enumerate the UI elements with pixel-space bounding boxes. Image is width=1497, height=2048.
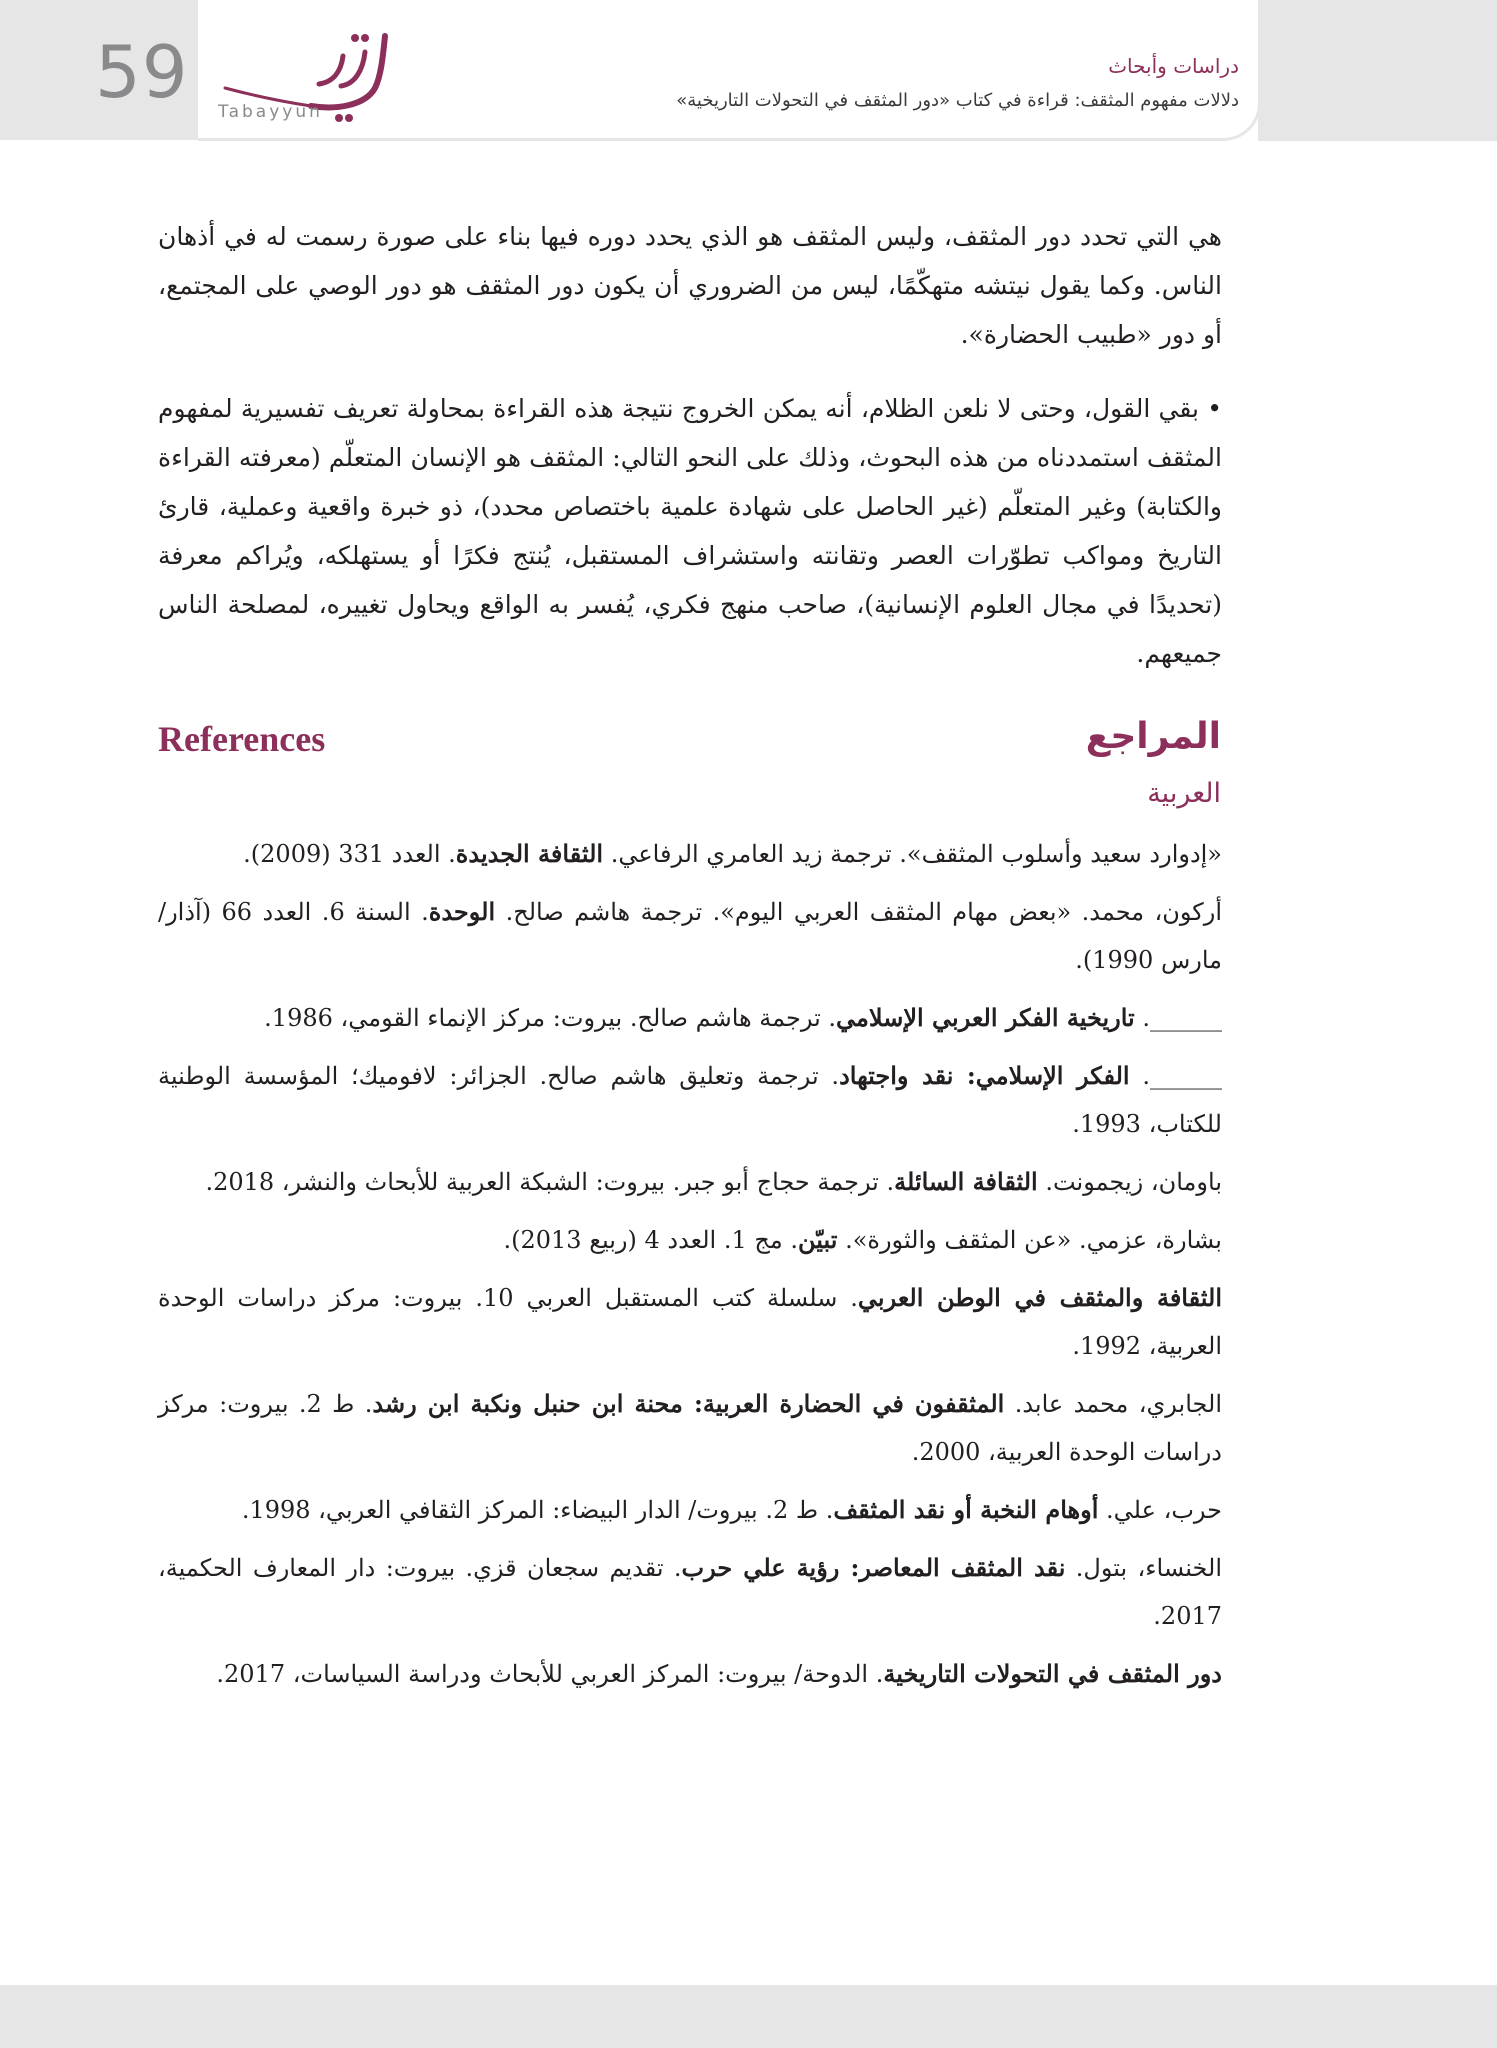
reference-text: . ترجمة هاشم صالح. بيروت: مركز الإنماء القومي، 1986. — [264, 1004, 837, 1032]
paragraph-text: هي التي تحدد دور المثقف، وليس المثقف هو الذي يحدد دوره فيها بناء على صورة رسمت له في أذهان الناس. وكما يقول نيتشه متهكّمًا، ليس من الضروري أن يكون دور المثقف هو دور الوصي على المجتمع، أو دور «طبيب الحضارة». — [158, 222, 1222, 349]
references-list — [158, 830, 1222, 1708]
header-article-title: دلالات مفهوم المثقف: قراءة في كتاب «دور المثقف في التحولات التاريخية» — [676, 90, 1239, 111]
reference-item — [158, 888, 1222, 984]
reference-text: أركون، محمد. «بعض مهام المثقف العربي اليوم». ترجمة هاشم صالح. — [495, 898, 1222, 926]
reference-title: الوحدة — [428, 897, 496, 926]
reference-title: الثقافة الجديدة — [455, 839, 604, 868]
reference-text: . تقديم سجعان قزي. بيروت: دار المعارف الحكمية، 2017. — [158, 1554, 1222, 1630]
reference-text: . ترجمة حجاج أبو جبر. بيروت: الشبكة العربية للأبحاث والنشر، 2018. — [205, 1168, 895, 1196]
reference-item — [158, 1158, 1222, 1206]
reference-item — [158, 994, 1222, 1042]
reference-text: الجابري، محمد عابد. — [1004, 1390, 1223, 1418]
reference-item — [158, 830, 1222, 878]
reference-item — [158, 1650, 1222, 1698]
logo-latin-text: Tabayyun — [218, 102, 323, 122]
body-paragraph-2 — [158, 384, 1222, 678]
reference-item — [158, 1052, 1222, 1148]
reference-text: . العدد 331 (2009). — [243, 840, 456, 868]
reference-title: الفكر الإسلامي: نقد واجتهاد — [839, 1061, 1130, 1090]
page-number: 59 — [95, 30, 189, 114]
references-heading-arabic: المراجع — [1085, 716, 1221, 757]
reference-title: تاريخية الفكر العربي الإسلامي — [836, 1003, 1135, 1032]
reference-title: الثقافة والمثقف في الوطن العربي — [857, 1283, 1222, 1312]
reference-item — [158, 1216, 1222, 1264]
reference-text: حرب، علي. — [1098, 1496, 1222, 1524]
reference-text: . سلسلة كتب المستقبل العربي 10. بيروت: مركز دراسات الوحدة العربية، 1992. — [158, 1284, 1222, 1360]
reference-item — [158, 1380, 1222, 1476]
reference-title: تبيّن — [798, 1225, 838, 1254]
reference-text: . الدوحة/ بيروت: المركز العربي للأبحاث ودراسة السياسات، 2017. — [216, 1660, 884, 1688]
reference-text: «إدوارد سعيد وأسلوب المثقف». ترجمة زيد العامري الرفاعي. — [603, 840, 1222, 868]
reference-title: دور المثقف في التحولات التاريخية — [883, 1659, 1222, 1688]
references-subheading: العربية — [1147, 778, 1221, 809]
reference-text: . ط 2. بيروت: مركز دراسات الوحدة العربية، 2000. — [158, 1390, 1222, 1466]
header-corner-background — [1258, 0, 1497, 141]
reference-item — [158, 1274, 1222, 1370]
reference-title: نقد المثقف المعاصر: رؤية علي حرب — [681, 1553, 1066, 1582]
reference-text: . ط 2. بيروت/ الدار البيضاء: المركز الثقافي العربي، 1998. — [241, 1496, 834, 1524]
reference-item — [158, 1544, 1222, 1640]
reference-text: بشارة، عزمي. «عن المثقف والثورة». — [837, 1226, 1222, 1254]
body-paragraph-1 — [158, 212, 1222, 359]
reference-text: ______. — [1129, 1062, 1222, 1090]
reference-text: . ترجمة وتعليق هاشم صالح. الجزائر: لافوميك؛ المؤسسة الوطنية للكتاب، 1993. — [158, 1062, 1222, 1138]
references-heading-english: References — [158, 719, 326, 759]
reference-title: أوهام النخبة أو نقد المثقف — [833, 1495, 1099, 1524]
header-section-label: دراسات وأبحاث — [1108, 54, 1239, 78]
reference-title: المثقفون في الحضارة العربية: محنة ابن حنبل ونكبة ابن رشد — [372, 1389, 1005, 1418]
reference-text: الخنساء، بتول. — [1065, 1554, 1222, 1582]
reference-item — [158, 1486, 1222, 1534]
reference-text: . مج 1. العدد 4 (ربيع 2013). — [503, 1226, 798, 1254]
reference-text: باومان، زيجمونت. — [1037, 1168, 1222, 1196]
paragraph-text: • بقي القول، وحتى لا نلعن الظلام، أنه يمكن الخروج نتيجة هذه القراءة بمحاولة تعريف تفسيرية لمفهوم المثقف استمددناه من هذه البحوث، وذلك على النحو التالي: المثقف هو الإنسان المتعلّم (معرفته القراءة والكتابة) وغير المتعلّم (غير الحاصل على شهادة علمية باختصاص محدد)، ذو خبرة واقعية وعملية، قارئ التاريخ ومواكب تطوّرات العصر وتقانته واستشراف المستقبل، يُنتج فكرًا أو يستهلكه، ويُراكم معرفة (تحديدًا في مجال العلوم الإنسانية)، صاحب منهج فكري، يُفسر به الواقع ويحاول تغييره، لمصلحة الناس جميعهم. — [158, 394, 1222, 668]
reference-text: . السنة 6. العدد 66 (آذار/ مارس 1990). — [158, 898, 1222, 974]
footer-band — [0, 1985, 1497, 2048]
reference-title: الثقافة السائلة — [894, 1167, 1038, 1196]
reference-text: ______. — [1134, 1004, 1222, 1032]
